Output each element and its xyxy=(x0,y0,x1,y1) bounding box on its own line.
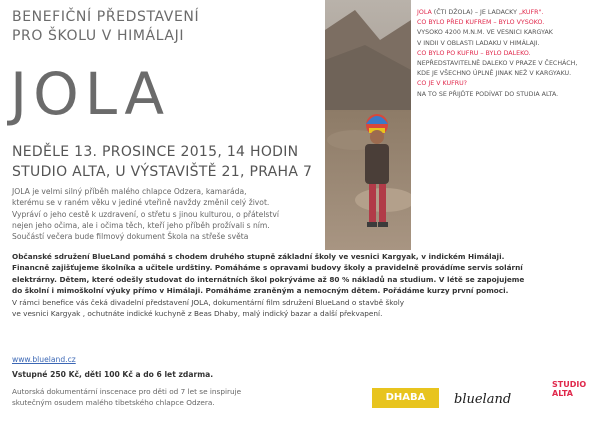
intro-line: Součástí večera bude filmový dokument Škola na střeše světa xyxy=(12,232,249,242)
photo-image xyxy=(325,0,411,250)
studio-alta-logo xyxy=(552,380,586,398)
dhaba-beas-logo: DHABA BEAS xyxy=(372,388,439,408)
body-bold-line: do školní i mimoškolní výuky přímo v Himálaji. Pomáháme zraněným a nemocným dětem. Pořádáme kurzy první pomoci. xyxy=(12,286,509,296)
side-answer-3: NA TO SE PŘIJĎTE PODÍVAT DO STUDIA ALTA. xyxy=(417,90,559,98)
side-answer-1b: V INDII V OBLASTI LADAKU V HIMÁLAJI. xyxy=(417,39,540,47)
side-question-2: CO BYLO PO KUFRU – BYLO DALEKO. xyxy=(417,49,531,57)
play-title: JOLA xyxy=(10,60,171,128)
side-intro xyxy=(417,8,597,18)
event-heading xyxy=(12,8,199,46)
intro-paragraph xyxy=(12,186,312,242)
footer-text xyxy=(12,386,241,408)
blueland-logo xyxy=(452,386,542,410)
body-bold-line: elektrárny. Dětem, které odešly studovat do internátních škol pokrýváme až 80 % nákladů na studium. V létě se zapojujeme xyxy=(12,274,525,284)
event-date: NEDĚLE 13. PROSINCE 2015, 14 HODIN xyxy=(12,144,299,160)
intro-line: JOLA je velmi silný příběh malého chlapce Odzera, kamaráda, xyxy=(12,187,247,196)
side-jola-def: (ČTI DŽOLA) – JE LADACKY xyxy=(431,9,519,16)
side-jola: JOLA xyxy=(417,9,432,16)
side-text xyxy=(417,8,597,100)
intro-line: Vypráví o jeho cestě k uzdravení, o střetu s jinou kulturou, o přátelství xyxy=(12,209,279,219)
intro-line: nejen jeho očima, ale i očima těch, kteří jeho příběh prožívali s ním. xyxy=(12,220,270,230)
website-link[interactable]: www.blueland.cz xyxy=(12,355,76,364)
side-kufr: „KUFR". xyxy=(518,9,544,16)
body-bold-line: Financně zajišťujeme školníka a učitele urdštiny. Pomáháme s opravami budovy školy a pravidelně provádíme servis solární xyxy=(12,263,523,273)
side-question-1: CO BYLO PŘED KUFREM – BYLO VYSOKO. xyxy=(417,19,545,27)
body-line: ve vesnici Kargyak , ochutnáte indické kuchyně z Beas Dhaby, malý indický bazar a další překvapení. xyxy=(12,309,383,319)
photo-boy-mountains xyxy=(325,0,411,250)
body-bold-line: Občanské sdružení BlueLand pomáhá s chodem druhého stupně základní školy ve vesnici Kargyak, v indickém Himálaji. xyxy=(12,252,505,261)
heading-line-1: BENEFIČNÍ PŘEDSTAVENÍ xyxy=(12,9,200,25)
body-text xyxy=(12,251,582,319)
footer-line: skutečným osudem malého tibetského chlapce Odzera. xyxy=(12,398,215,407)
event-details xyxy=(12,142,312,182)
ticket-price: Vstupné 250 Kč, děti 100 Kč a do 6 let zdarma. xyxy=(12,370,214,379)
blueland-logo-mark xyxy=(452,386,542,410)
side-answer-1a: VYSOKO 4200 M.N.M. VE VESNICI KARGYAK xyxy=(417,29,553,37)
footer-line: Autorská dokumentární inscenace pro děti od 7 let se inspiruje xyxy=(12,387,242,396)
event-venue: STUDIO ALTA, U VÝSTAVIŠTĚ 21, PRAHA 7 xyxy=(12,164,313,180)
heading-line-2: PRO ŠKOLU V HIMÁLAJI xyxy=(12,28,185,44)
body-line: V rámci benefice vás čeká divadelní představení JOLA, dokumentární film sdružení BlueLand o stavbě školy xyxy=(12,297,405,307)
blueland-logo-text: blueland xyxy=(454,392,512,407)
side-answer-2a: NEPŘEDSTAVITELNĚ DALEKO V PRAZE V ČECHÁCH, xyxy=(417,60,578,68)
side-question-3: CO JE V KUFRU? xyxy=(417,80,468,88)
studio-alta-line-2: ALTA xyxy=(552,389,573,398)
side-answer-2b: KDE JE VŠECHNO ÚPLNĚ JINAK NEŽ V KARGYAKU. xyxy=(417,70,572,78)
intro-line: kterému se v raném věku v jediné vteřině navždy změnil celý život. xyxy=(12,198,270,208)
studio-alta-line-1: STUDIO xyxy=(552,380,587,389)
